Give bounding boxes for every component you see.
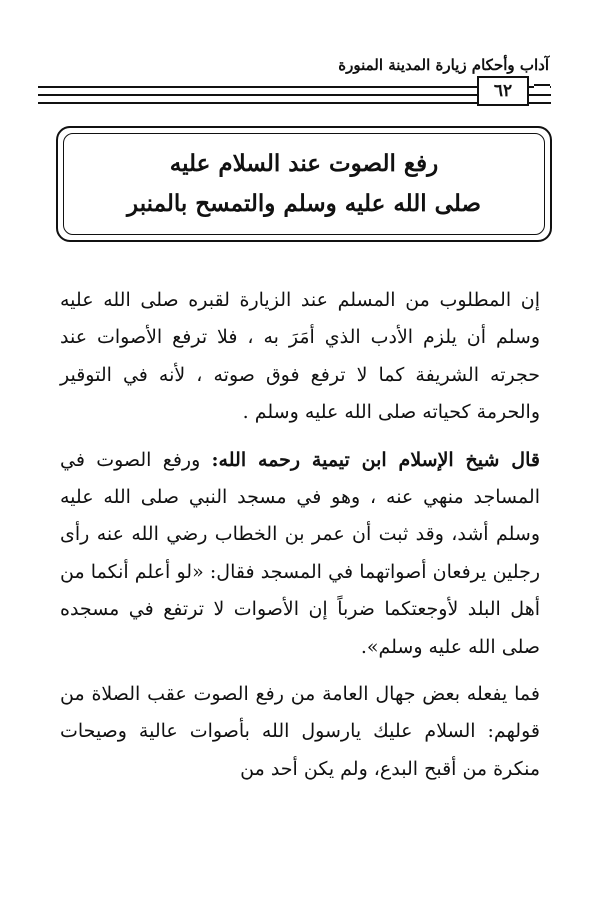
header-rule-top <box>38 86 551 88</box>
paragraph-1-text: إن المطلوب من المسلم عند الزيارة لقبره صلى الله عليه وسلم أن يلزم الأدب الذي أمَرَ به ، فلا ترفع الأصوات عند حجرته الشريفة كما لا ترفع فوق صوته ، لأنه في التوقير والحرمة كحياته صلى الله عليه وسلم . <box>60 289 540 424</box>
body-text <box>60 282 540 798</box>
chapter-heading-frame <box>56 126 552 242</box>
paragraph-3-text: فما يفعله بعض جهال العامة من رفع الصوت عقب الصلاة من قولهم: السلام عليك يارسول الله بأصوات عالية وصيحات منكرة من أقبح البدع، ولم يكن أحد من <box>60 683 540 780</box>
chapter-heading-line-1: رفع الصوت عند السلام عليه <box>169 150 439 177</box>
header-double-dash-ornament <box>534 84 550 96</box>
chapter-heading-inner-border <box>63 133 545 235</box>
chapter-heading-line-2: صلى الله عليه وسلم والتمسح بالمنبر <box>127 190 481 217</box>
page-number: ٦٢ <box>493 81 513 101</box>
running-header-title: آداب وأحكام زيارة المدينة المنورة <box>338 56 549 74</box>
page-number-box <box>477 76 529 106</box>
header-rule-bottom <box>38 102 551 104</box>
paragraph-2-text: ورفع الصوت في المساجد منهي عنه ، وهو في مسجد النبي صلى الله عليه وسلم أشد، وقد ثبت أن عمر بن الخطاب رضي الله عنه رأى رجلين يرفعان أصواتهما في المسجد فقال: «لو أعلم أنكما من أهل البلد لأوجعتكما ضرباً إن الأصوات لا ترتفع في مسجده صلى الله عليه وسلم». <box>60 448 540 658</box>
header-rule-middle <box>38 94 551 96</box>
paragraph-1 <box>60 282 540 432</box>
paragraph-2-lead: قال شيخ الإسلام ابن تيمية رحمه الله: <box>211 448 540 471</box>
paragraph-2 <box>60 442 540 666</box>
paragraph-3 <box>60 676 540 788</box>
